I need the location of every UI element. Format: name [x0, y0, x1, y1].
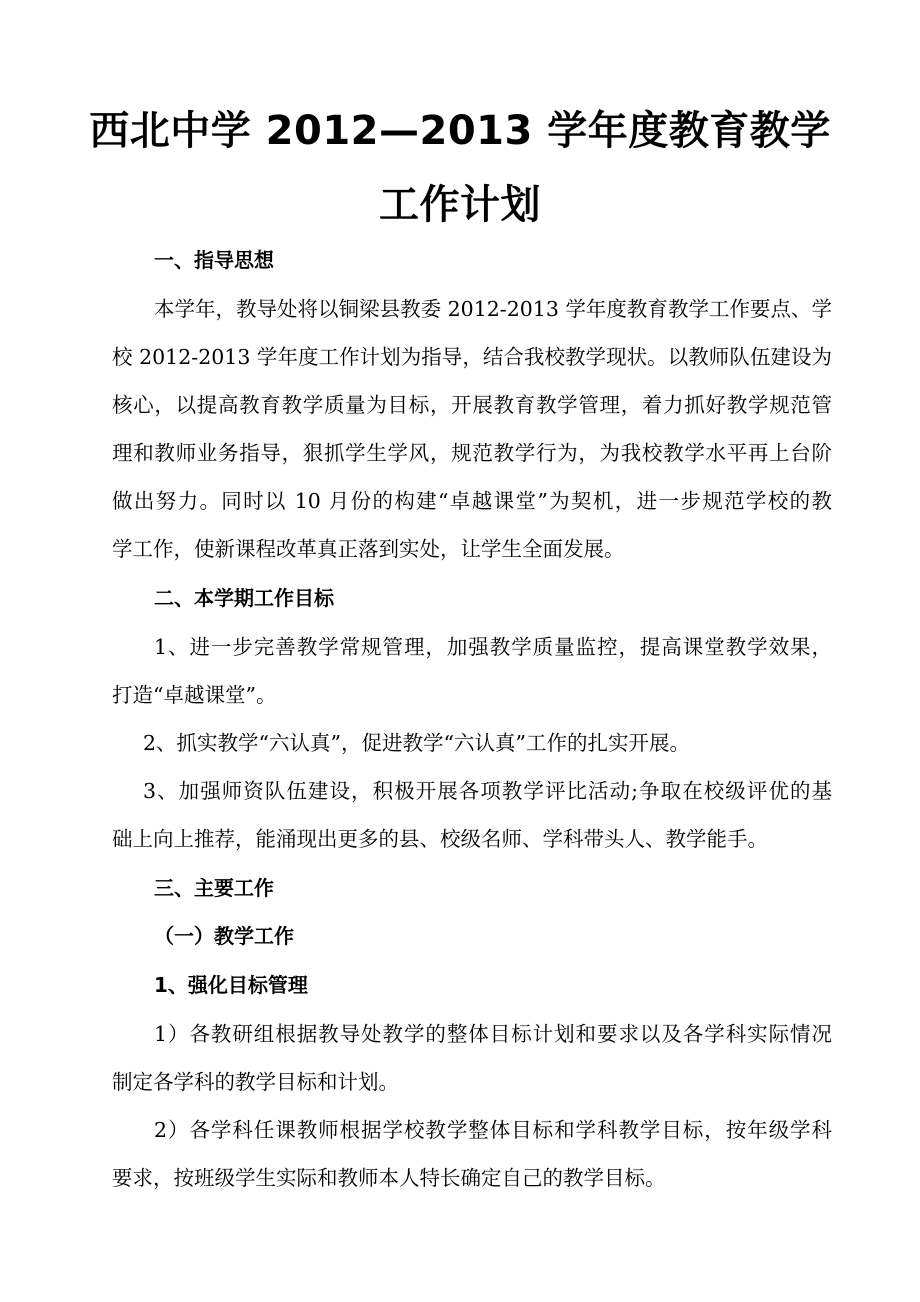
item-line: 2）各学科任课教师根据学校教学整体目标和学科教学目标，按年级学科	[154, 1118, 832, 1142]
paragraph-line: 理和教师业务指导，狠抓学生学风，规范教学行为，为我校教学水平再上台阶	[112, 441, 832, 465]
item-heading-target-management: 1、强化目标管理	[154, 973, 308, 997]
subsection-heading-teaching-work: （一）教学工作	[154, 924, 294, 948]
document-title-line-1: 西北中学 2012—2013 学年度教育教学	[89, 108, 831, 154]
paragraph-line: 本学年，教导处将以铜梁县教委 2012-2013 学年度教育教学工作要点、学	[154, 297, 832, 321]
item-line: 1）各教研组根据教导处教学的整体目标计划和要求以及各学科实际情况	[154, 1022, 832, 1046]
goal-line: 2、抓实教学“六认真”，促进教学“六认真”工作的扎实开展。	[143, 731, 690, 755]
paragraph-line: 做出努力。同时以 10 月份的构建“卓越课堂”为契机，进一步规范学校的教	[112, 489, 832, 513]
section-heading-semester-goals: 二、本学期工作目标	[154, 586, 334, 610]
paragraph-line: 核心，以提高教育教学质量为目标，开展教育教学管理，着力抓好教学规范管	[112, 393, 832, 417]
document-title-line-2: 工作计划	[379, 182, 541, 228]
goal-line: 础上向上推荐，能涌现出更多的县、校级名师、学科带头人、教学能手。	[112, 827, 768, 851]
item-line: 要求，按班级学生实际和教师本人特长确定自己的教学目标。	[112, 1166, 666, 1190]
goal-line: 3、加强师资队伍建设，积极开展各项教学评比活动;争取在校级评优的基	[143, 779, 832, 803]
goal-line: 1、进一步完善教学常规管理，加强教学质量监控，提高课堂教学效果，	[154, 635, 832, 659]
paragraph-line: 学工作，使新课程改革真正落到实处，让学生全面发展。	[112, 537, 625, 561]
section-heading-main-work: 三、主要工作	[154, 876, 274, 900]
section-heading-guiding-ideology: 一、指导思想	[154, 248, 274, 272]
paragraph-line: 校 2012-2013 学年度工作计划为指导，结合我校教学现状。以教师队伍建设为	[112, 345, 832, 369]
item-line: 制定各学科的教学目标和计划。	[112, 1070, 399, 1094]
goal-line: 打造“卓越课堂”。	[112, 683, 277, 707]
